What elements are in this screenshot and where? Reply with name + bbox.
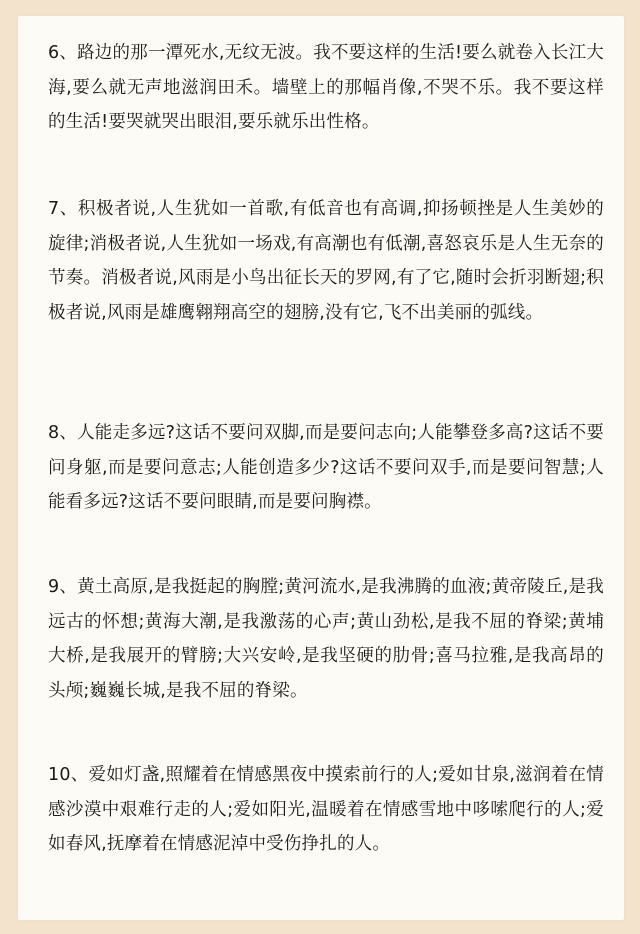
paragraph-8: 8、人能走多远?这话不要问双脚,而是要问志向;人能攀登多高?这话不要问身躯,而是要问意志;人能创造多少?这话不要问双手,而是要问智慧;人能看多远?这话不要问眼睛,而是要问胸襟。 (48, 423, 604, 512)
text-card (18, 16, 624, 920)
paragraph-6: 6、路边的那一潭死水,无纹无波。我不要这样的生活!要么就卷入长江大海,要么就无声地滋润田禾。墙壁上的那幅肖像,不哭不乐。我不要这样的生活!要哭就哭出眼泪,要乐就乐出性格。 (48, 43, 604, 132)
paragraph-9: 9、黄土高原,是我挺起的胸膛;黄河流水,是我沸腾的血液;黄帝陵丘,是我远古的怀想;黄海大潮,是我激荡的心声;黄山劲松,是我不屈的脊梁;黄埔大桥,是我展开的臂膀;大兴安岭,是我坚硬的肋骨;喜马拉雅,是我高昂的头颅;巍巍长城,是我不屈的脊梁。 (48, 577, 604, 701)
paragraph-7: 7、积极者说,人生犹如一首歌,有低音也有高调,抑扬顿挫是人生美妙的旋律;消极者说,人生犹如一场戏,有高潮也有低潮,喜怒哀乐是人生无奈的节奏。消极者说,风雨是小鸟出征长天的罗网,有了它,随时会折羽断翅;积极者说,风雨是雄鹰翱翔高空的翅膀,没有它,飞不出美丽的弧线。 (48, 199, 604, 323)
paragraph-10: 10、爱如灯盏,照耀着在情感黑夜中摸索前行的人;爱如甘泉,滋润着在情感沙漠中艰难行走的人;爱如阳光,温暖着在情感雪地中哆嗦爬行的人;爱如春风,抚摩着在情感泥淖中受伤挣扎的人。 (48, 765, 604, 854)
